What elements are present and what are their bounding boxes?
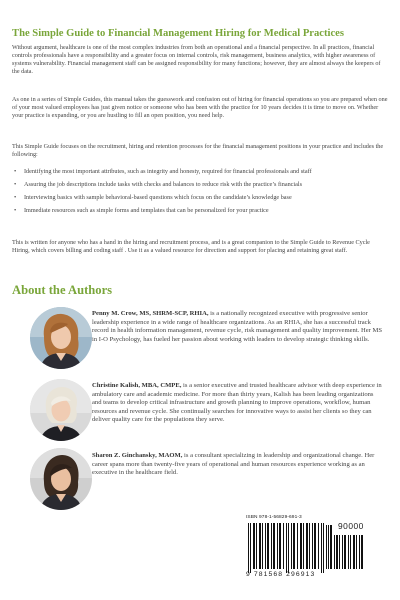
authors-heading: About the Authors: [12, 283, 113, 297]
author-sharon-ginchansky: [12, 443, 388, 503]
author-bio: [92, 382, 384, 425]
barcode-bars: [244, 521, 372, 573]
author-christine-kalish: [12, 375, 388, 445]
author-penny-crow: [12, 303, 388, 373]
author-name: Penny M. Crow, MS, SHRM-SCP, RHIA,: [92, 310, 209, 317]
author-photo: [30, 307, 92, 369]
series-paragraph: As one in a series of Simple Guides, this manual takes the guesswork and confusion out of hiring for financial operations so you are prepared when one of your most valued employees has just given notice or someone who has been with the practice for 10 years decides it is time to move on. Whether your practice is expanding, or you are hustling to fill an open position, you need help.: [12, 96, 388, 119]
list-item: • Immediate resources such as simple forms and templates that can be personalized for your practice: [12, 207, 388, 215]
list-item: • Assuring the job descriptions include tasks with checks and balances to reduce risk with the practice’s financials: [12, 181, 388, 189]
author-bio-text: is a senior executive and trusted healthcare advisor with deep experience in ambulatory care and academic medicine. For more than thirty years, Kalish has been leading organizations and teams to develop critical infrastructure and growth planning to improve operations, workflow, human resources and revenue cycle. She continually searches for innovative ways to assist her clients so they can deliver quality care for the populations they serve.: [92, 382, 382, 424]
author-photo: [30, 448, 92, 510]
author-bio: [92, 310, 384, 344]
author-photo: [30, 379, 92, 441]
isbn-label: ISBN 978-1-56829-691-3: [246, 515, 302, 520]
feature-list: [12, 168, 388, 220]
intro-paragraph: Without argument, healthcare is one of the most complex industries from both an operational and a financial perspective. In all practices, financial controls professionals have a responsibility and a greater focus on internal controls, risk management, business analytics, with higher awareness of systems vulnerability. Financial management staff can be assigned responsibility for many functions; however, they are almost always the keepers of the data.: [12, 44, 381, 75]
author-name: Christine Kalish, MBA, CMPE,: [92, 382, 182, 389]
barcode-digits: 9 781568 296913: [246, 571, 316, 578]
author-bio: [92, 452, 384, 478]
author-bio-text: is a nationally recognized executive with progressive senior leadership experience in a wide range of healthcare organizations. As an RHIA, she has a successful track record in health information management, revenue cycle, risk management and quality improvement. Her MS in I-O Psychology, has fueled her passion about working with leaders to develop strategic thinking skills.: [92, 310, 383, 343]
isbn-barcode: [244, 515, 372, 592]
price-code: 90000: [338, 521, 364, 531]
list-item: • Identifying the most important attributes, such as integrity and honesty, required for financial professionals and staff: [12, 168, 388, 176]
author-bio-text: is a consultant specializing in leadership and organizational change. Her career spans more than twenty-five years of operational and human resources experience working as an executive in the healthcare field.: [92, 452, 375, 477]
audience-paragraph: This is written for anyone who has a hand in the hiring and recruitment process, and is a great companion to the Simple Guide to Revenue Cycle Hiring, which covers billing and coding staff . Use it as a valued resource for direction and support for placing and retaining great staff.: [12, 239, 370, 254]
page-title: The Simple Guide to Financial Management Hiring for Medical Practices: [12, 28, 344, 39]
list-item: • Interviewing basics with sample behavioral-based questions which focus on the candidate’s knowledge base: [12, 194, 388, 202]
author-name: Sharon Z. Ginchansky, MAOM,: [92, 452, 183, 459]
focus-paragraph: This Simple Guide focuses on the recruitment, hiring and retention processes for the financial management positions in your practice and includes the following:: [12, 143, 384, 158]
